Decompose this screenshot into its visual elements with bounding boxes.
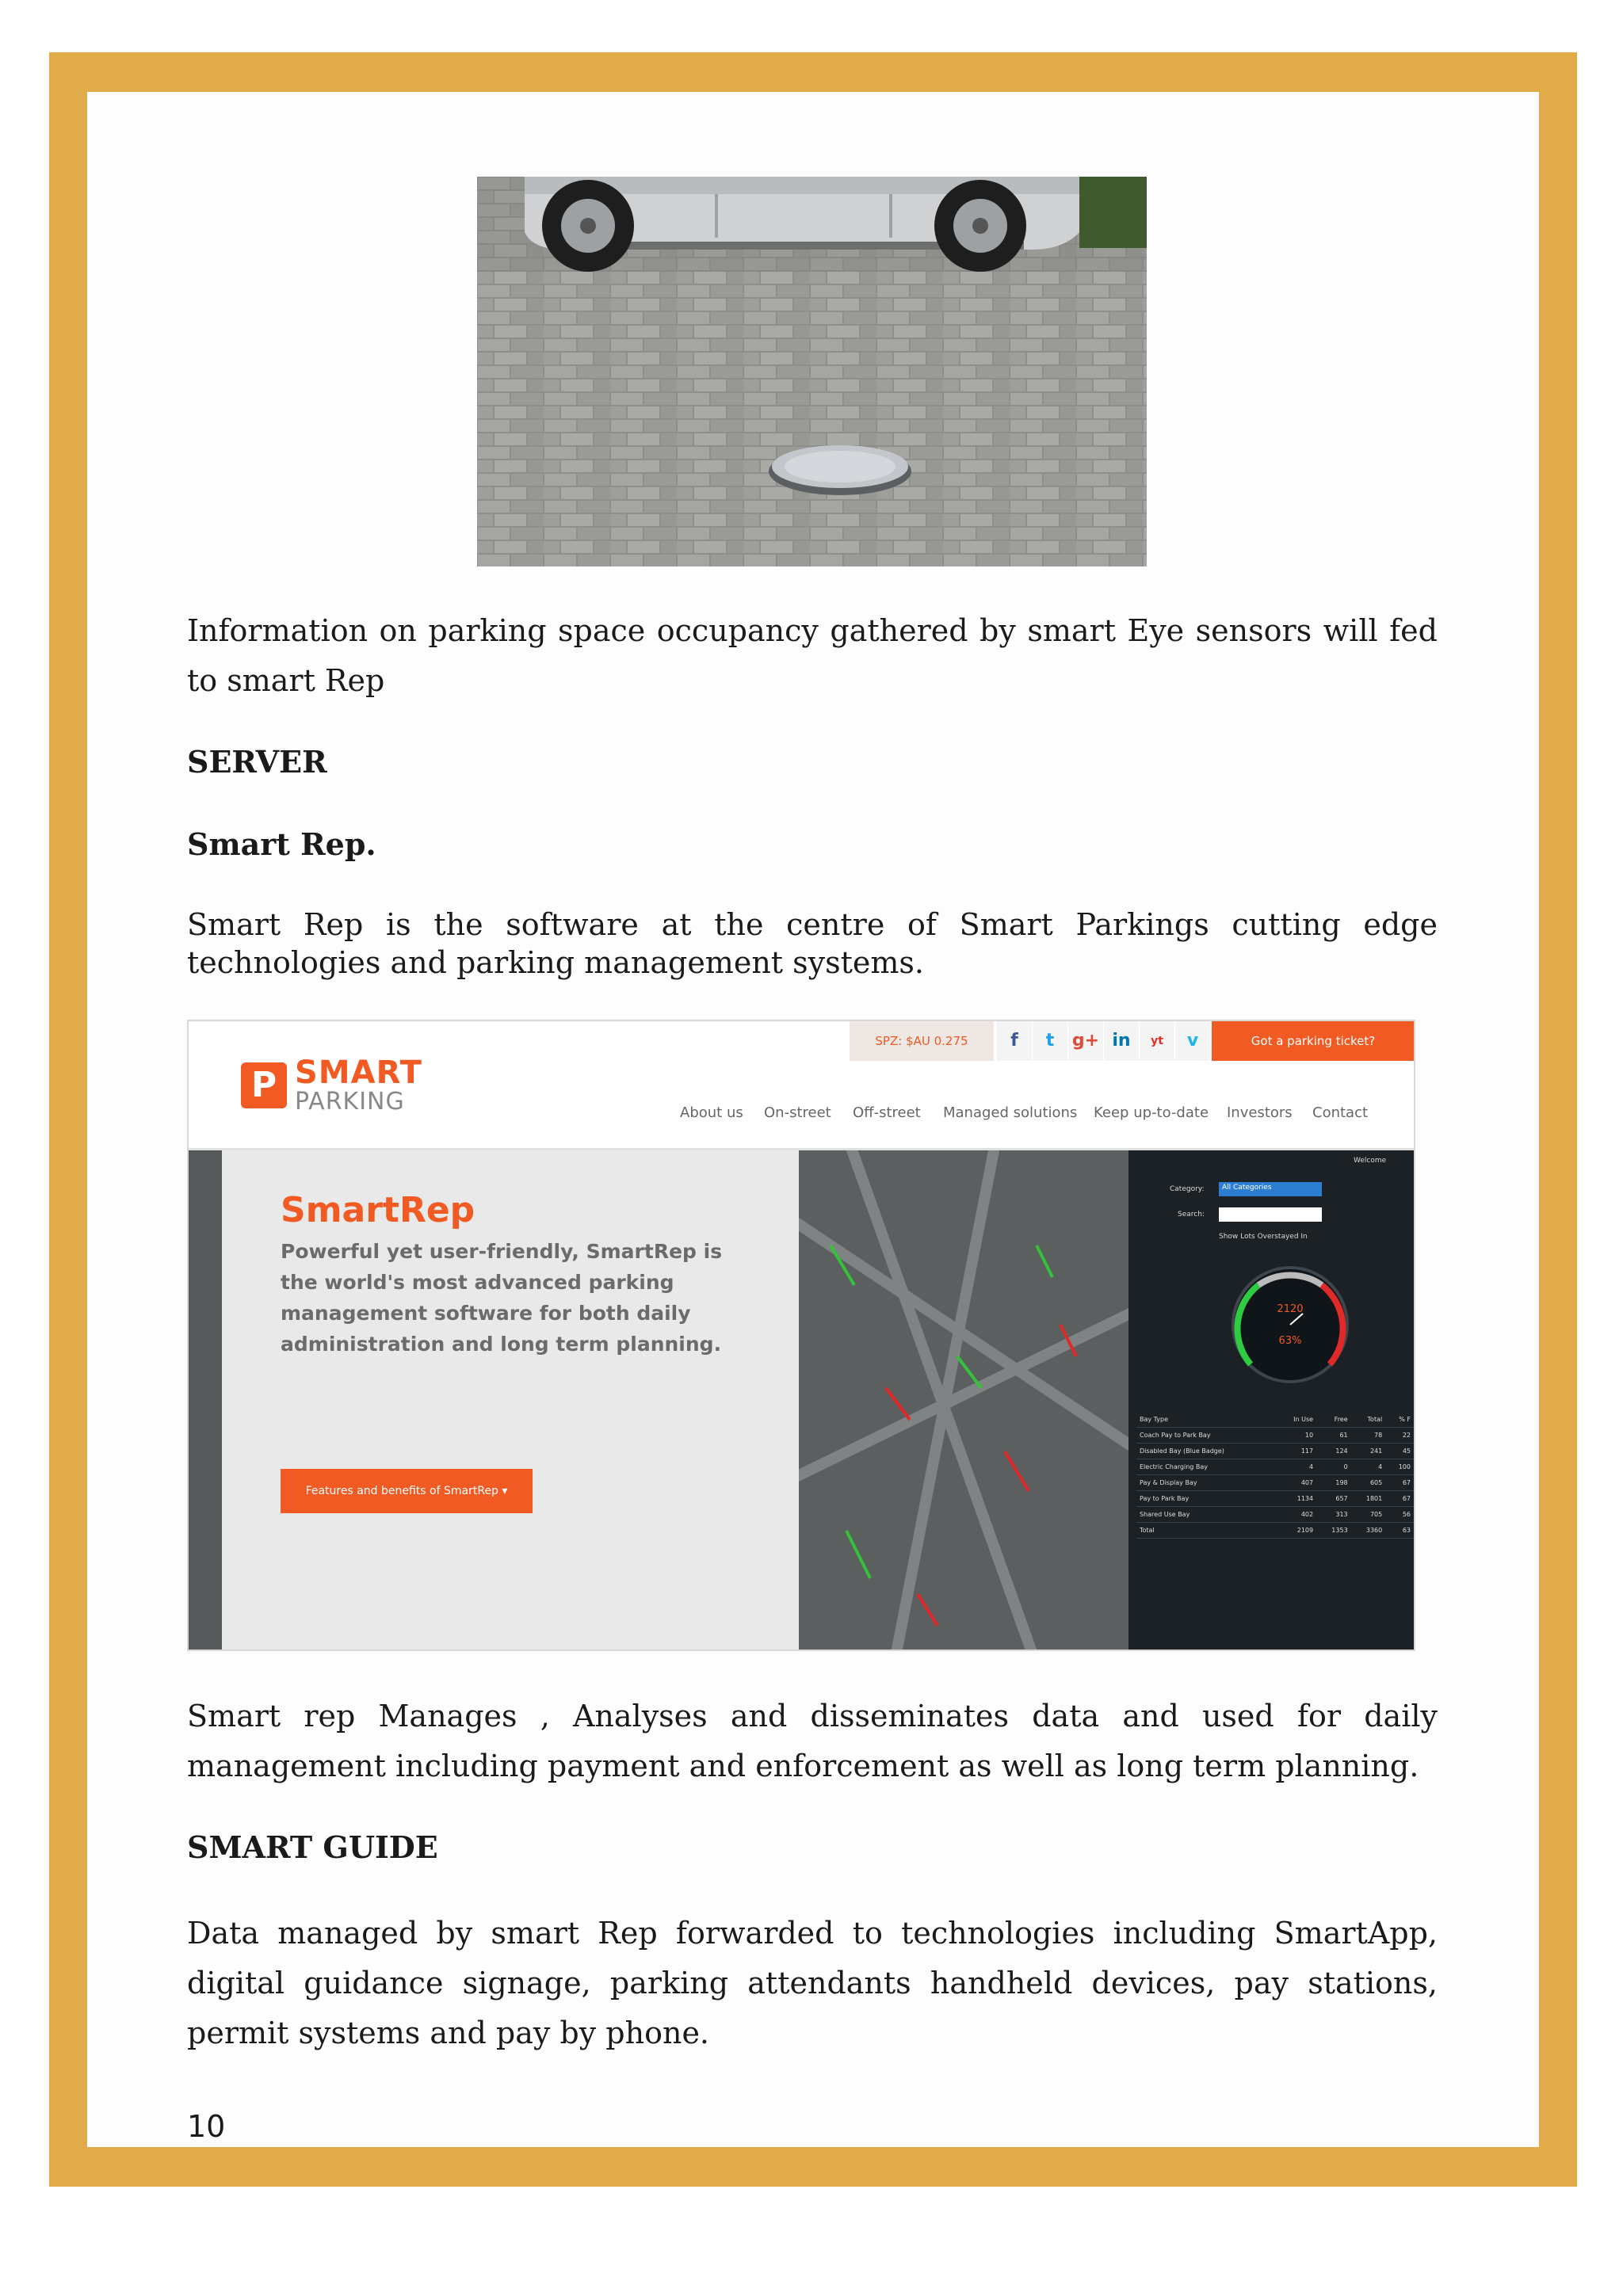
- table-header-cell: In Use: [1277, 1412, 1317, 1428]
- twitter-icon[interactable]: t: [1033, 1021, 1067, 1061]
- heading-smart-rep: Smart Rep.: [187, 826, 376, 862]
- hero-description: Powerful yet user-friendly, SmartRep is the world's most advanced parking management software for both daily administration and long term planning.: [281, 1240, 723, 1356]
- table-cell: 241: [1351, 1444, 1386, 1459]
- paragraph-smart-rep-intro: Smart Rep is the software at the centre of Smart Parkings cutting edge technologies and parking management systems.: [187, 907, 1438, 980]
- features-button[interactable]: Features and benefits of SmartRep ▾: [281, 1469, 533, 1513]
- table-cell: 705: [1351, 1507, 1386, 1523]
- table-cell: Shared Use Bay: [1136, 1507, 1277, 1523]
- parking-sensor-photo: [477, 177, 1147, 566]
- gauge-value: 2120: [1277, 1303, 1304, 1315]
- table-cell: 2109: [1277, 1523, 1317, 1539]
- gauge-percent: 63%: [1278, 1335, 1302, 1347]
- nav-managed-solutions[interactable]: Managed solutions: [943, 1104, 1078, 1121]
- table-cell: 10: [1277, 1428, 1317, 1444]
- occupancy-gauge: [1227, 1261, 1354, 1388]
- heading-smart-guide: SMART GUIDE: [187, 1829, 438, 1865]
- hero-section: [189, 1150, 799, 1651]
- dashboard-panel: [1128, 1150, 1415, 1651]
- table-cell: 3360: [1351, 1523, 1386, 1539]
- table-cell: 67: [1385, 1475, 1414, 1491]
- site-header: [189, 1021, 1414, 1150]
- share-price-badge: SPZ: $AU 0.275: [850, 1021, 994, 1061]
- table-cell: 1801: [1351, 1491, 1386, 1507]
- table-row-total: [1136, 1523, 1414, 1539]
- welcome-label: Welcome: [1354, 1157, 1387, 1165]
- hero-title: SmartRep: [281, 1190, 475, 1230]
- table-cell: 407: [1277, 1475, 1317, 1491]
- facebook-icon[interactable]: f: [997, 1021, 1032, 1061]
- logo-text-parking: PARKING: [295, 1088, 405, 1116]
- table-cell: 1353: [1316, 1523, 1351, 1539]
- table-cell: 0: [1316, 1459, 1351, 1475]
- table-cell: 78: [1351, 1428, 1386, 1444]
- page-number: 10: [187, 2109, 226, 2144]
- table-row: [1136, 1491, 1414, 1507]
- table-cell: Electric Charging Bay: [1136, 1459, 1277, 1475]
- table-cell: 4: [1351, 1459, 1386, 1475]
- table-row: [1136, 1507, 1414, 1523]
- heading-server: SERVER: [187, 744, 327, 780]
- table-cell: 67: [1385, 1491, 1414, 1507]
- youtube-icon[interactable]: yt: [1140, 1021, 1174, 1061]
- table-cell: 313: [1316, 1507, 1351, 1523]
- table-row: [1136, 1428, 1414, 1444]
- nav-off-street[interactable]: Off-street: [853, 1104, 921, 1121]
- table-row: [1136, 1444, 1414, 1459]
- linkedin-icon[interactable]: in: [1104, 1021, 1139, 1061]
- table-header-row: [1136, 1412, 1414, 1428]
- table-header-cell: Total: [1351, 1412, 1386, 1428]
- smartrep-website-screenshot: [187, 1020, 1415, 1651]
- table-cell: Coach Pay to Park Bay: [1136, 1428, 1277, 1444]
- table-cell: 56: [1385, 1507, 1414, 1523]
- table-cell: 657: [1316, 1491, 1351, 1507]
- nav-investors[interactable]: Investors: [1227, 1104, 1293, 1121]
- paragraph-sensor-info: Information on parking space occupancy gathered by smart Eye sensors will fed to smart Rep: [187, 613, 1438, 698]
- table-cell: Pay & Display Bay: [1136, 1475, 1277, 1491]
- table-cell: 61: [1316, 1428, 1351, 1444]
- search-input[interactable]: [1219, 1207, 1322, 1222]
- table-cell: 124: [1316, 1444, 1351, 1459]
- nav-about-us[interactable]: About us: [680, 1104, 743, 1121]
- vimeo-icon[interactable]: v: [1175, 1021, 1210, 1061]
- table-cell: 63: [1385, 1523, 1414, 1539]
- table-cell: 4: [1277, 1459, 1317, 1475]
- table-header-cell: Free: [1316, 1412, 1351, 1428]
- hero-map-strip: [189, 1150, 222, 1651]
- table-cell: Disabled Bay (Blue Badge): [1136, 1444, 1277, 1459]
- table-cell: Total: [1136, 1523, 1277, 1539]
- table-cell: 605: [1351, 1475, 1386, 1491]
- table-header-cell: % F: [1385, 1412, 1414, 1428]
- table-header-cell: Bay Type: [1136, 1412, 1277, 1428]
- table-cell: Pay to Park Bay: [1136, 1491, 1277, 1507]
- table-cell: 100: [1385, 1459, 1414, 1475]
- nav-on-street[interactable]: On-street: [764, 1104, 831, 1121]
- category-label: Category:: [1170, 1185, 1205, 1193]
- overstay-checkbox[interactable]: Show Lots Overstayed In: [1219, 1233, 1308, 1241]
- table-cell: 117: [1277, 1444, 1317, 1459]
- logo-text-smart: SMART: [295, 1055, 422, 1091]
- smart-parking-logo-icon: P: [241, 1062, 287, 1108]
- table-cell: 45: [1385, 1444, 1414, 1459]
- search-label: Search:: [1178, 1211, 1205, 1219]
- aerial-map: [799, 1150, 1128, 1651]
- paragraph-smart-guide: Data managed by smart Rep forwarded to technologies including SmartApp, digital guidance signage, parking attendants handheld devices, pay stations, permit systems and pay by phone.: [187, 1916, 1438, 2050]
- table-cell: 22: [1385, 1428, 1414, 1444]
- nav-contact[interactable]: Contact: [1312, 1104, 1369, 1121]
- category-select[interactable]: All Categories: [1219, 1182, 1322, 1196]
- table-row: [1136, 1459, 1414, 1475]
- table-cell: 402: [1277, 1507, 1317, 1523]
- table-cell: 1134: [1277, 1491, 1317, 1507]
- table-cell: 198: [1316, 1475, 1351, 1491]
- parking-ticket-button[interactable]: Got a parking ticket?: [1212, 1021, 1415, 1061]
- nav-keep-up-to-date[interactable]: Keep up-to-date: [1094, 1104, 1209, 1121]
- google-plus-icon[interactable]: g+: [1068, 1021, 1103, 1061]
- paragraph-smart-rep-manages: Smart rep Manages , Analyses and disseminates data and used for daily management including payment and enforcement as well as long term planning.: [187, 1699, 1438, 1783]
- bay-occupancy-table: [1136, 1412, 1414, 1539]
- table-row: [1136, 1475, 1414, 1491]
